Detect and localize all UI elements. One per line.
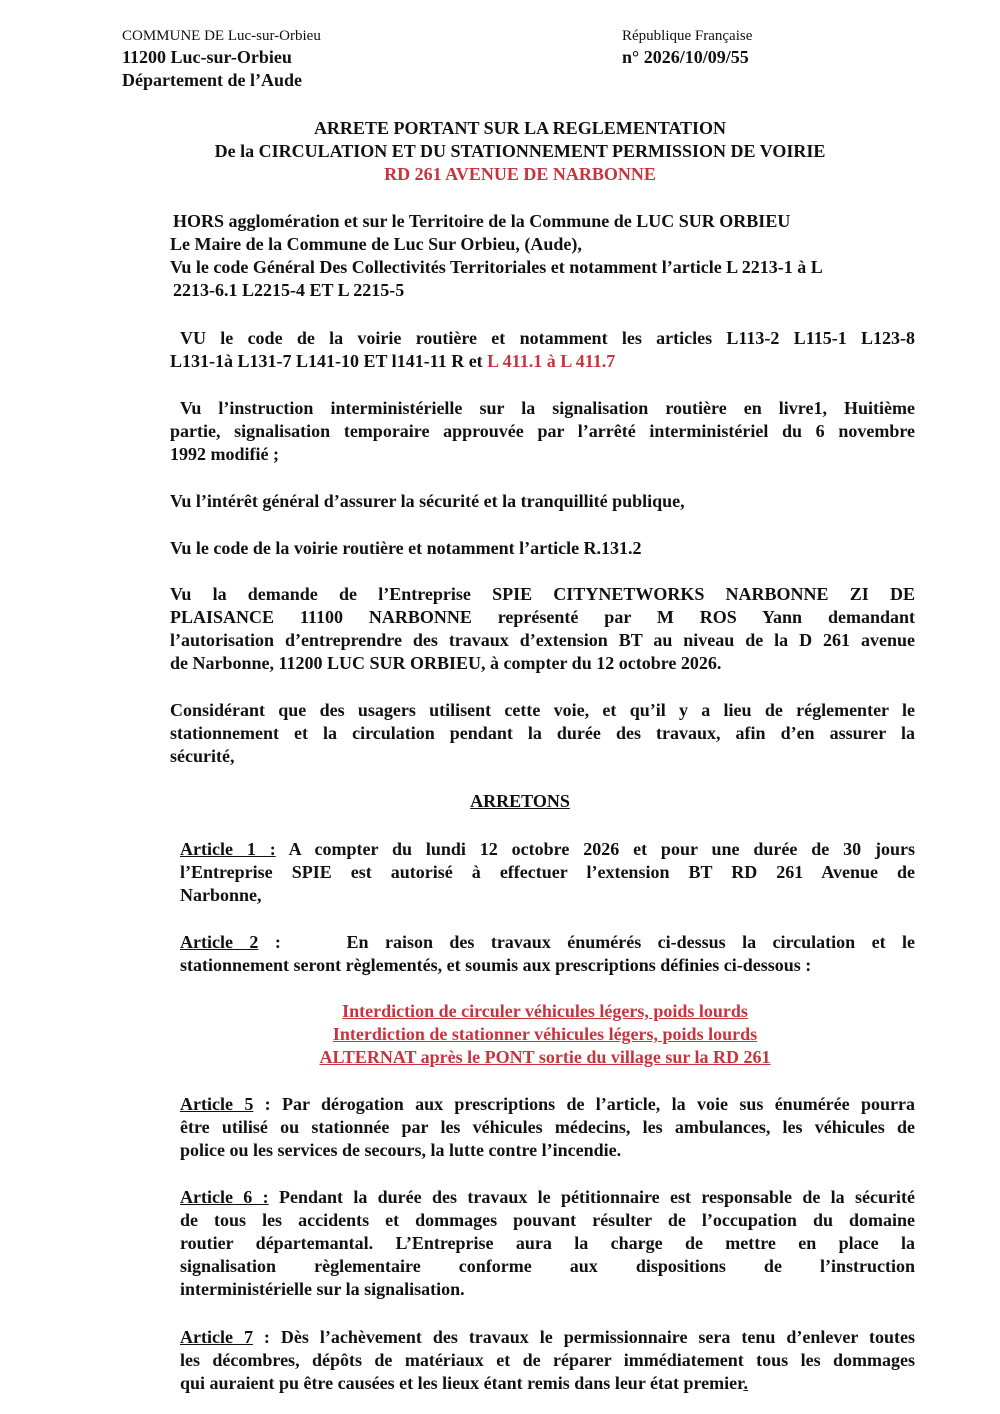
article-2 (180, 931, 915, 977)
vu-voirie-articles: L131-1à L131-7 L141-10 ET l141-11 R et (170, 351, 488, 371)
article-2-text: : En raison des travaux énumérés ci-dessus la circulation et le (258, 932, 915, 952)
intro-line-3: Vu le code Général Des Collectivités Territoriales et notamment l’article L 2213-1 à L (170, 257, 823, 277)
article-7-line-2: les décombres, dépôts de matériaux et de réparer immédiatement tous les dommages (180, 1350, 915, 1370)
article-2-label: Article 2 (180, 932, 259, 952)
article-5-text: : Par dérogation aux prescriptions de l’article, la voie sus énumérée pourra (253, 1094, 916, 1114)
vu-voirie-paragraph (170, 327, 915, 373)
considerant-paragraph (170, 699, 915, 768)
article-6-line-3: routier départemantal. L’Entreprise aura la charge de mettre en place la (180, 1233, 915, 1253)
article-2-line-1 (180, 931, 915, 954)
article-1-line-1 (180, 838, 915, 861)
considerant-line-1: Considérant que des usagers utilisent cette voie, et qu’il y a lieu de réglementer le (170, 700, 915, 720)
document-title (170, 117, 870, 186)
article-6-line-5: interministérielle sur la signalisation. (180, 1279, 465, 1299)
vu-code-r-paragraph: Vu le code de la voirie routière et notamment l’article R.131.2 (170, 538, 642, 558)
article-1-text: A compter du lundi 12 octobre 2026 et pour une durée de 30 jours (275, 839, 915, 859)
prescription-stationnement: Interdiction de stationner véhicules légers, poids lourds (332, 1024, 758, 1044)
vu-voirie-line-2 (170, 350, 915, 373)
commune-postal: 11200 Luc-sur-Orbieu (122, 47, 292, 67)
article-6-line-2: de tous les accidents et dommages pouvant résulter de l’occupation du domaine (180, 1210, 915, 1230)
vu-voirie-articles-red: L 411.1 à L 411.7 (487, 351, 616, 371)
article-6-label: Article 6 : (180, 1187, 269, 1207)
vu-interet-paragraph: Vu l’intérêt général d’assurer la sécurité et la tranquillité publique, (170, 491, 685, 511)
arretons-heading: ARRETONS (470, 791, 570, 811)
intro-line-4: 2213-6.1 L2215-4 ET L 2215-5 (173, 280, 405, 300)
intro-paragraph (170, 210, 913, 302)
article-7-text-3: qui auraient pu être causées et les lieux étant remis dans leur état premier (180, 1373, 744, 1393)
article-7-line-3 (180, 1372, 915, 1395)
vu-demande-line-4: de Narbonne, 11200 LUC SUR ORBIEU, à compter du 12 octobre 2026. (170, 653, 722, 673)
article-7-line-1 (180, 1326, 915, 1349)
article-6-text: Pendant la durée des travaux le pétitionnaire est responsable de la sécurité (268, 1187, 915, 1207)
article-1-label: Article 1 : (180, 839, 276, 859)
arrete-number: n° 2026/10/09/55 (622, 47, 749, 67)
article-7-text: : Dès l’achèvement des travaux le permissionnaire sera tenu d’enlever toutes (252, 1327, 915, 1347)
article-5-line-3: police ou les services de secours, la lutte contre l’incendie. (180, 1140, 622, 1160)
vu-instruction-line-3: 1992 modifié ; (170, 444, 279, 464)
article-2-line-2: stationnement seront règlementés, et soumis aux prescriptions définies ci-dessous : (180, 955, 812, 975)
article-1-line-2: l’Entreprise SPIE est autorisé à effectuer l’extension BT RD 261 Avenue de (180, 862, 915, 882)
header-right (622, 26, 752, 69)
vu-demande-paragraph (170, 583, 915, 675)
article-6-line-4: signalisation règlementaire conforme aux dispositions de l’instruction (180, 1256, 915, 1276)
article-7 (180, 1326, 915, 1395)
article-1 (180, 838, 915, 907)
title-line-3: RD 261 AVENUE DE NARBONNE (384, 164, 656, 184)
prescription-circulation: Interdiction de circuler véhicules légers, poids lourds (342, 1001, 748, 1021)
vu-voirie-line-1: VU le code de la voirie routière et notamment les articles L113-2 L115-1 L123-8 (180, 328, 915, 348)
article-1-line-3: Narbonne, (180, 885, 262, 905)
article-5-line-1 (180, 1093, 915, 1116)
commune-departement: Département de l’Aude (122, 70, 302, 90)
article-6 (180, 1186, 915, 1301)
considerant-line-2: stationnement et la circulation pendant la durée des travaux, afin d’en assurer la (170, 723, 915, 743)
vu-demande-line-3: l’autorisation d’entreprendre des travaux d’extension BT au niveau de la D 261 avenue (170, 630, 915, 650)
prescription-alternat: ALTERNAT après le PONT sortie du village sur la RD 261 (319, 1047, 771, 1067)
article-5 (180, 1093, 915, 1162)
vu-demande-line-2: PLAISANCE 11100 NARBONNE représenté par M ROS Yann demandant (170, 607, 915, 627)
vu-instruction-line-2: partie, signalisation temporaire approuvée par l’arrêté interministériel du 6 novembre (170, 421, 915, 441)
prescriptions-block (200, 1000, 890, 1069)
header-left (122, 26, 321, 92)
vu-demande-line-1: Vu la demande de l’Entreprise SPIE CITYNETWORKS NARBONNE ZI DE (170, 584, 915, 604)
republique-label: République Française (622, 28, 753, 44)
article-5-line-2: être utilisé ou stationnée par les véhicules médecins, les ambulances, les véhicules de (180, 1117, 915, 1137)
article-6-line-1 (180, 1186, 915, 1209)
title-line-2: De la CIRCULATION ET DU STATIONNEMENT PERMISSION DE VOIRIE (214, 141, 826, 161)
article-5-label: Article 5 (180, 1094, 254, 1114)
intro-line-2: Le Maire de la Commune de Luc Sur Orbieu, (Aude), (170, 234, 582, 254)
commune-name: COMMUNE DE Luc-sur-Orbieu (122, 28, 321, 44)
article-7-end: . (743, 1373, 748, 1393)
vu-instruction-line-1: Vu l’instruction interministérielle sur la signalisation routière en livre1, Huitième (180, 398, 915, 418)
article-7-label: Article 7 (180, 1327, 253, 1347)
considerant-line-3: sécurité, (170, 746, 235, 766)
vu-instruction-paragraph (170, 397, 915, 466)
title-line-1: ARRETE PORTANT SUR LA REGLEMENTATION (313, 118, 727, 138)
intro-line-1: HORS agglomération et sur le Territoire de la Commune de LUC SUR ORBIEU (173, 211, 791, 231)
